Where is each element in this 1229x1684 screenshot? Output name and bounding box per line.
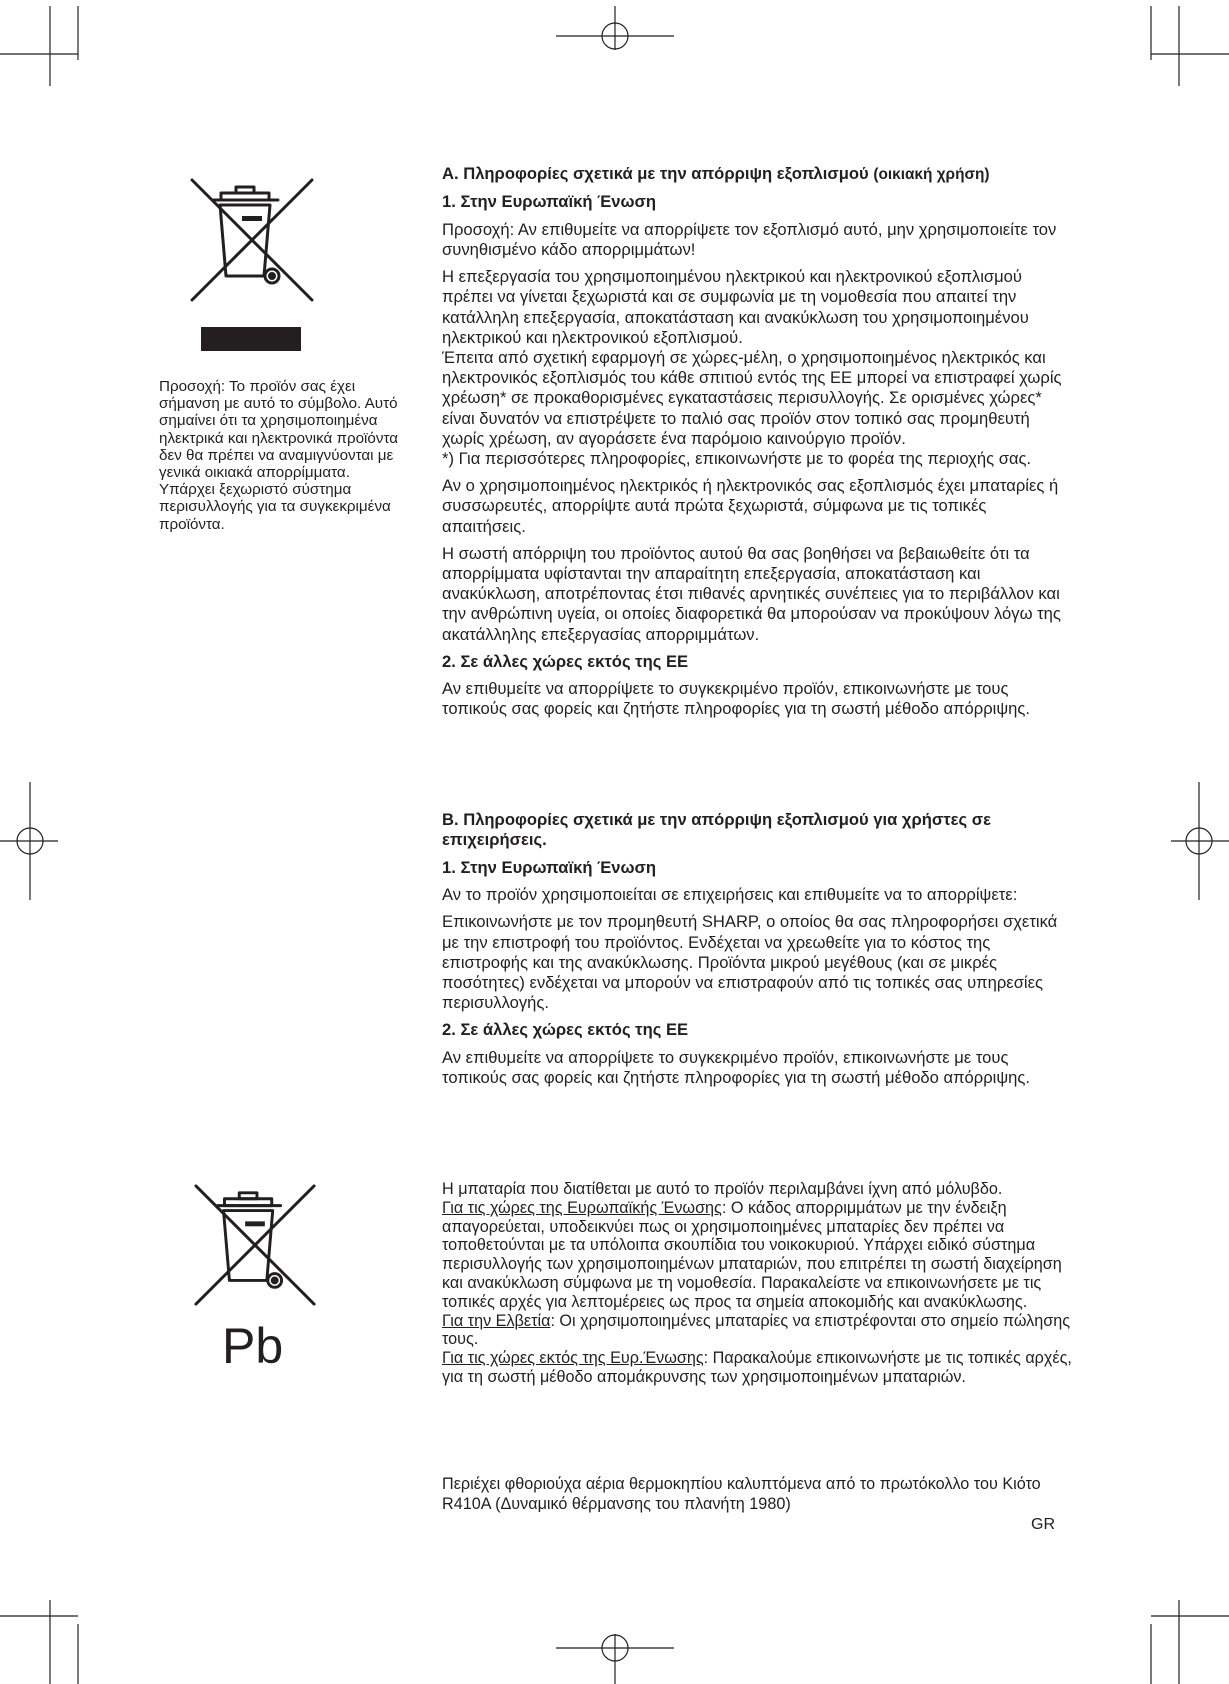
battery-ch-paragraph	[442, 1312, 1072, 1350]
section-b	[442, 810, 1072, 1088]
battery-eu-paragraph	[442, 1199, 1072, 1312]
section-b-eu-heading: 1. Στην Ευρωπαϊκή Ένωση	[442, 857, 656, 877]
section-a-paragraph: Αν ο χρησιμοποιημένος ηλεκτρικός ή ηλεκτρονικός σας εξοπλισμός έχει μπαταρίες ή συσσωρευτές, απορρίψτε αυτά πρώτα ξεχωριστά, σύμφωνα με τις τοπικές απαιτήσεις.	[442, 476, 1059, 536]
section-b-other-heading: 2. Σε άλλες χώρες εκτός της ΕΕ	[442, 1020, 689, 1040]
battery-line: Η μπαταρία που διατίθεται με αυτό το προϊόν περιλαμβάνει ίχνη από μόλυβδο.	[442, 1180, 1003, 1198]
section-b-paragraph: Αν επιθυμείτε να απορρίψετε το συγκεκριμένο προϊόν, επικοινωνήστε με τους τοπικούς σας φορείς και ζητήστε πληροφορίες για τη σωστή μέθοδο απόρριψης.	[442, 1047, 1031, 1088]
weee-caption: Προσοχή: Το προϊόν σας έχει σήμανση με αυτό το σύμβολο. Αυτό σημαίνει ότι τα χρησιμοποιημένα ηλεκτρικά και ηλεκτρονικά προϊόντα δεν θα πρέπει να αναμιγνύονται με γενικά οικιακά απορρίμματα. Υπάρχει ξεχωριστό σύστημα περισυλλογής για τα συγκεκριμένα προϊόντα.	[159, 378, 399, 533]
section-a-paragraph: *) Για περισσότερες πληροφορίες, επικοινωνήστε με το φορέα της περιοχής σας.	[442, 449, 1032, 469]
section-b-title: B. Πληροφορίες σχετικά με την απόρριψη εξοπλισμού για χρήστες σε επιχειρήσεις.	[442, 810, 991, 850]
section-a-other-heading: 2. Σε άλλες χώρες εκτός της ΕΕ	[442, 651, 689, 671]
section-a-paragraph: Η σωστή απόρριψη του προϊόντος αυτού θα σας βοηθήσει να βεβαιωθείτε ότι τα απορρίμματα υφίστανται την απαραίτητη επεξεργασία, αποκατάσταση και ανακύκλωση, αποτρέποντας έτσι πιθανές αρνητικές συνέπειες για το περιβάλλον και την ανθρώπινη υγεία, οι οποίες διαφορετικά θα μπορούσαν να προκύψουν λόγω της ακατάλληλης επεξεργασίας απορριμμάτων.	[442, 543, 1061, 644]
battery-crossed-bin-icon	[192, 1182, 318, 1313]
lead-symbol-label: Pb	[222, 1318, 284, 1374]
weee-bar-symbol	[201, 327, 301, 351]
fgas-refrigerant: R410A (Δυναμικό θέρμανσης του πλανήτη 1980)	[442, 1495, 791, 1513]
section-a-paragraph: Η επεξεργασία του χρησιμοποιημένου ηλεκτρικού και ηλεκτρονικού εξοπλισμού πρέπει να γίνεται ξεχωριστά και σε συμφωνία με τη νομοθεσία που απαιτεί την κατάλληλη επεξεργασία, αποκατάσταση και ανακύκλωση του χρησιμοποιημένου ηλεκτρικού και ηλεκτρονικού εξοπλισμού.	[442, 267, 1029, 347]
fgas-notice	[442, 1474, 1072, 1514]
battery-eu-text: : Ο κάδος απορριμμάτων με την ένδειξη απαγορεύεται, υποδεικνύει πως οι χρησιμοποιημένες μπαταρίες δεν πρέπει να τοποθετούνται με τα υπόλοιπα σκουπίδια του νοικοκυριού. Υπάρχει ειδικό σύστημα περισυλλογής των χρησιμοποιημένων μπαταριών, που επιτρέπει τη σωστή διαχείρηση και ανακύκλωση σύμφωνα με τη νομοθεσία. Παρακαλείστε να επικοινωνήσετε με τις τοπικές αρχές για λεπτομέρειες ως προς τα σημεία αποκομιδής και ανακύκλωσης.	[442, 1198, 1062, 1311]
section-a-title-text: A. Πληροφορίες σχετικά με την απόρριψη εξοπλισμού	[442, 164, 869, 183]
language-code: GR	[1031, 1516, 1055, 1533]
battery-other-paragraph	[442, 1349, 1072, 1387]
section-a	[442, 164, 1072, 720]
section-b-paragraph: Επικοινωνήστε με τον προμηθευτή SHARP, ο οποίος θα σας πληροφορήσει σχετικά με την επιστροφή του προϊόντος. Ενδέχεται να χρεωθείτε για το κόστος της επιστροφής και της ανακύκλωσης. Προϊόντα μικρού μεγέθους (και σε μικρές ποσότητες) ενδέχεται να μπορούν να επιστραφούν από τις τοπικές σας υπηρεσίες περισυλλογής.	[442, 912, 1058, 1013]
battery-eu-label: Για τις χώρες της Ευρωπαϊκής Ένωσης	[442, 1198, 722, 1217]
section-a-title	[442, 164, 1072, 185]
battery-notice	[442, 1180, 1072, 1387]
weee-crossed-bin-icon	[188, 176, 316, 309]
section-a-paragraph: Έπειτα από σχετική εφαρμογή σε χώρες-μέλη, ο χρησιμοποιημένος ηλεκτρικός και ηλεκτρονικός εξοπλισμός του κάθε σπιτιού εντός της ΕΕ μπορεί να επιστραφεί χωρίς χρέωση* σε προκαθορισμένες εγκαταστάσεις περισυλλογής. Σε ορισμένες χώρες* είναι δυνατόν να επιστρέψετε το παλιό σας προϊόν στον τοπικό σας προμηθευτή χωρίς χρέωση, αν αγοράσετε ένα παρόμοιο καινούργιο προϊόν.	[442, 348, 1062, 448]
fgas-line: Περιέχει φθοριούχα αέρια θερμοκηπίου καλυπτόμενα από το πρωτόκολλο του Κιότο	[442, 1475, 1041, 1493]
battery-ch-text: : Οι χρησιμοποιημένες μπαταρίες να επιστρέφονται στο σημείο πώλησης τους.	[442, 1311, 1071, 1349]
section-b-paragraph: Αν το προϊόν χρησιμοποιείται σε επιχειρήσεις και επιθυμείτε να το απορρίψετε:	[442, 885, 1018, 905]
section-a-paragraph: Προσοχή: Αν επιθυμείτε να απορρίψετε τον εξοπλισμό αυτό, μην χρησιμοποιείτε τον συνηθισμένο κάδο απορριμμάτων!	[442, 219, 1057, 260]
section-a-title-note: (οικιακή χρήση)	[873, 166, 990, 183]
section-a-eu-heading: 1. Στην Ευρωπαϊκή Ένωση	[442, 192, 656, 212]
battery-ch-label: Για την Ελβετία	[442, 1311, 551, 1330]
battery-other-label: Για τις χώρες εκτός της Ευρ.Ένωσης	[442, 1349, 704, 1368]
battery-other-text: : Παρακαλούμε επικοινωνήστε με τις τοπικές αρχές, για τη σωστή μέθοδο απομάκρυνσης των χρησιμοποιημένων μπαταριών.	[442, 1349, 1072, 1386]
section-a-paragraph: Αν επιθυμείτε να απορρίψετε το συγκεκριμένο προϊόν, επικοινωνήστε με τους τοπικούς σας φορείς και ζητήστε πληροφορίες για τη σωστή μέθοδο απόρριψης.	[442, 679, 1031, 719]
